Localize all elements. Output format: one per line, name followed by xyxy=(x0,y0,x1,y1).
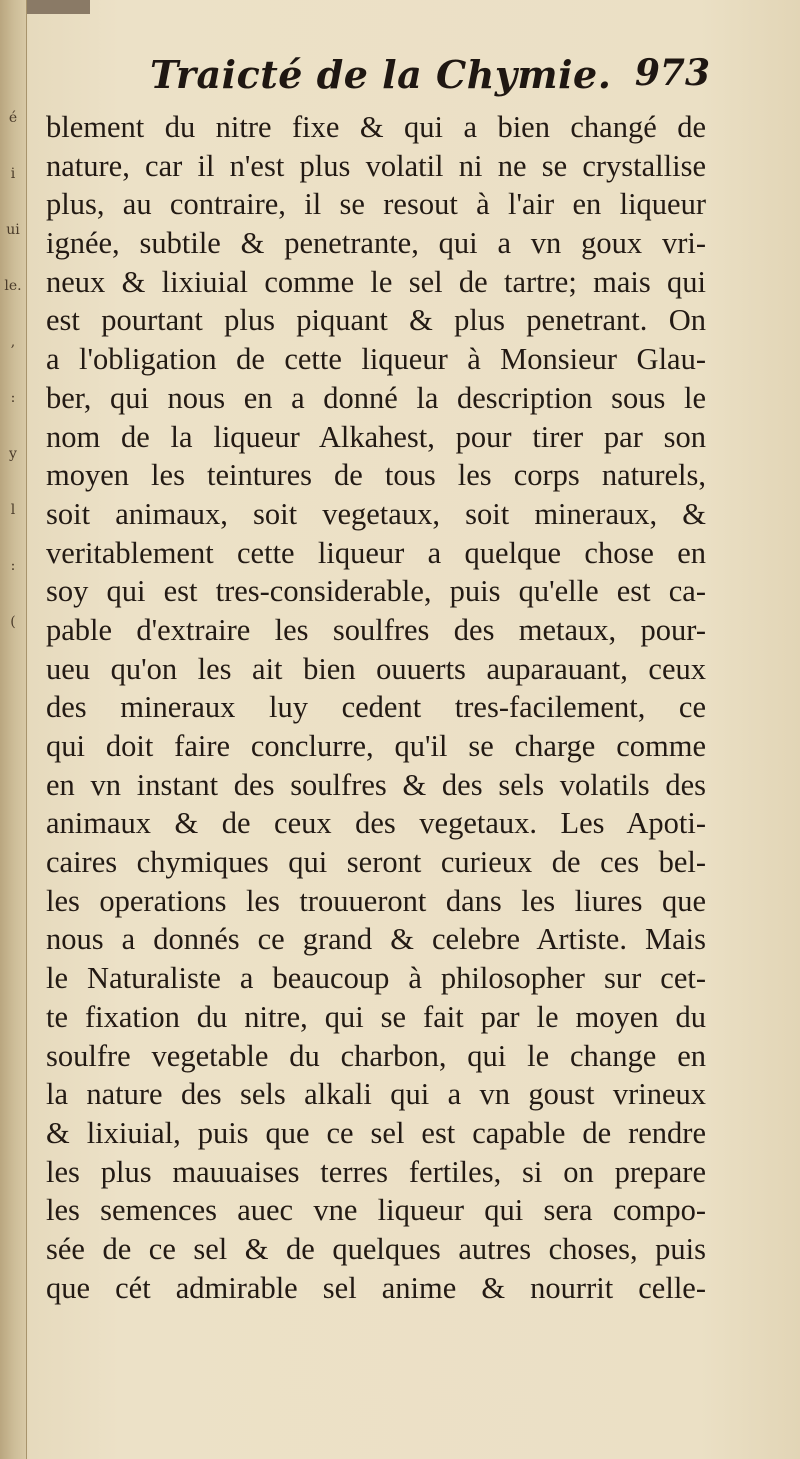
text-line: animaux & de ceux des vegetaux. Les Apoti- xyxy=(46,806,706,841)
text-line: caires chymiques qui seront curieux de ces bel- xyxy=(46,845,706,880)
text-line: ueu qu'on les ait bien ouuerts auparauant, ceux xyxy=(46,651,706,686)
margin-mark: : xyxy=(10,558,16,574)
page-header xyxy=(150,52,710,102)
text-line: soy qui est tres-considerable, puis qu'elle est ca- xyxy=(46,574,706,609)
text-line: les plus mauuaises terres fertiles, si on prepare xyxy=(46,1154,706,1189)
margin-mark: ( xyxy=(10,614,16,630)
text-line: ignée, subtile & penetrante, qui a vn goux vri- xyxy=(46,226,706,261)
text-line: le Naturaliste a beaucoup à philosopher sur cet- xyxy=(46,961,706,996)
text-line: est pourtant plus piquant & plus penetrant. On xyxy=(46,303,706,338)
running-title: Traicté de la Chymie. xyxy=(150,52,612,97)
text-line: nature, car il n'est plus volatil ni ne se crystallise xyxy=(46,148,706,183)
margin-mark: le. xyxy=(4,278,22,294)
text-line: des mineraux luy cedent tres-facilement, ce xyxy=(46,690,706,725)
text-line: a l'obligation de cette liqueur à Monsieur Glau- xyxy=(46,342,706,377)
text-line: soit animaux, soit vegetaux, soit mineraux, & xyxy=(46,496,706,531)
text-line: neux & lixiuial comme le sel de tartre; mais qui xyxy=(46,264,706,299)
margin-mark: , xyxy=(10,334,16,350)
text-line: veritablement cette liqueur a quelque chose en xyxy=(46,535,706,570)
margin-mark: y xyxy=(9,446,17,462)
margin-mark: é xyxy=(8,110,18,126)
text-line: en vn instant des soulfres & des sels volatils des xyxy=(46,767,706,802)
text-line: moyen les teintures de tous les corps naturels, xyxy=(46,458,706,493)
text-line: & lixiuial, puis que ce sel est capable de rendre xyxy=(46,1115,706,1150)
margin-marks xyxy=(0,110,26,670)
text-line: les semences auec vne liqueur qui sera compo- xyxy=(46,1193,706,1228)
margin-mark: : xyxy=(10,390,16,406)
text-line: te fixation du nitre, qui se fait par le moyen du xyxy=(46,999,706,1034)
text-line: la nature des sels alkali qui a vn goust vrineux xyxy=(46,1077,706,1112)
book-gutter xyxy=(0,0,27,1459)
text-line: blement du nitre fixe & qui a bien changé de xyxy=(46,110,706,144)
margin-mark: l xyxy=(10,502,16,518)
page-number: 973 xyxy=(634,52,710,94)
text-line: pable d'extraire les soulfres des metaux, pour- xyxy=(46,612,706,647)
text-line: nous a donnés ce grand & celebre Artiste. Mais xyxy=(46,922,706,957)
text-line: soulfre vegetable du charbon, qui le change en xyxy=(46,1038,706,1073)
margin-mark: i xyxy=(10,166,16,182)
text-line: sée de ce sel & de quelques autres choses, puis xyxy=(46,1231,706,1266)
text-line: nom de la liqueur Alkahest, pour tirer par son xyxy=(46,419,706,454)
text-line: que cét admirable sel anime & nourrit celle- xyxy=(46,1270,706,1305)
text-line: les operations les trouueront dans les liures que xyxy=(46,883,706,918)
text-line: ber, qui nous en a donné la description sous le xyxy=(46,380,706,415)
body-text xyxy=(46,108,706,1307)
text-line: plus, au contraire, il se resout à l'air en liqueur xyxy=(46,187,706,222)
text-line: qui doit faire conclurre, qu'il se charge comme xyxy=(46,729,706,763)
margin-mark: ui xyxy=(6,222,20,238)
